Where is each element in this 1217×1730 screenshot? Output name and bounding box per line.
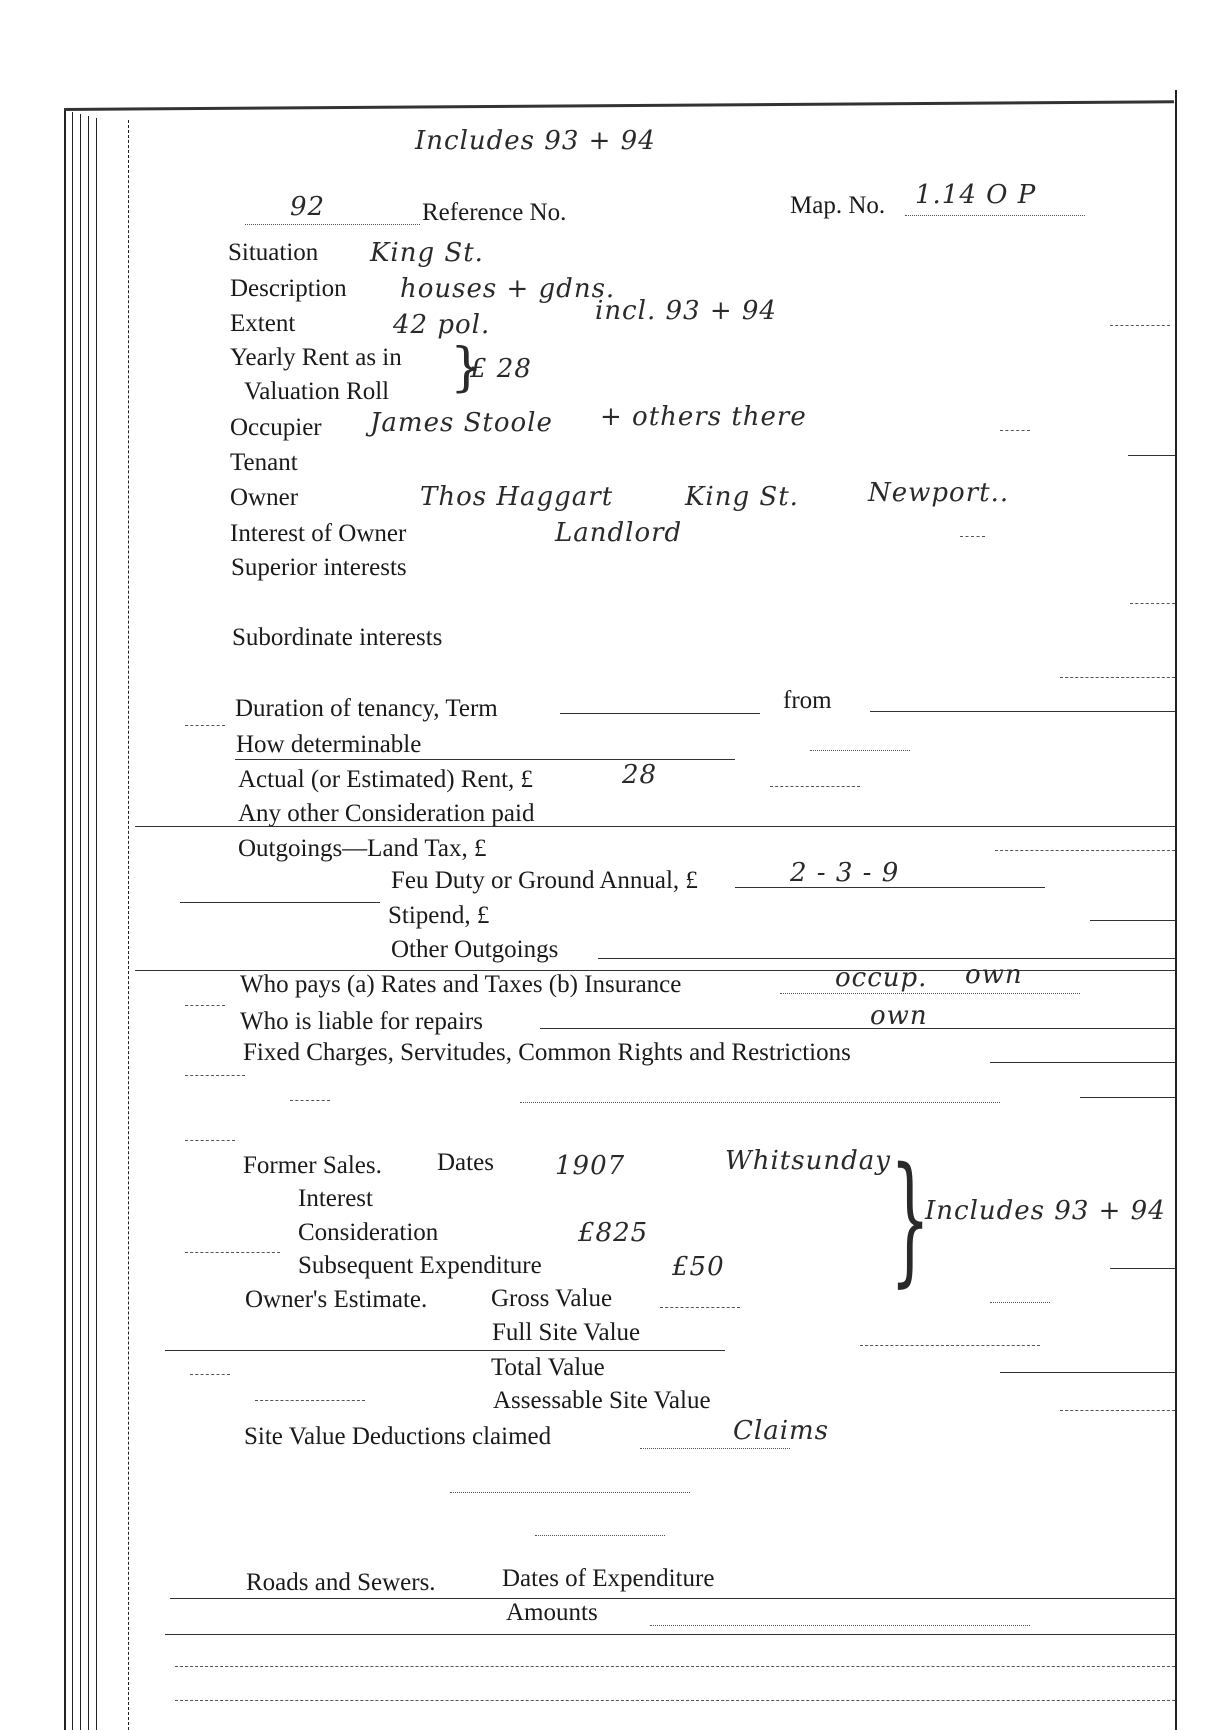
handwritten-ref-no: 92 — [290, 192, 326, 222]
occupier-right-line — [1000, 430, 1030, 431]
amounts-line — [650, 1625, 1030, 1626]
label-total-value: Total Value — [491, 1354, 605, 1381]
handwritten-insurance: own — [965, 960, 1023, 990]
handwritten-sale-date: 1907 — [555, 1151, 626, 1181]
handwritten-occupier-2: + others there — [600, 402, 807, 432]
handwritten-sale-term: Whitsunday — [725, 1146, 891, 1176]
label-from: from — [783, 687, 832, 714]
duration-line — [560, 713, 760, 714]
label-who-pays: Who pays (a) Rates and Taxes (b) Insurance — [240, 971, 682, 998]
label-other-outgoings: Other Outgoings — [391, 936, 559, 963]
handwritten-owner-3: Newport.. — [868, 478, 1010, 508]
handwritten-consideration: £825 — [578, 1218, 649, 1248]
deductions-line — [640, 1448, 790, 1449]
page-top-edge — [64, 100, 1174, 111]
consideration-full-line — [135, 826, 1175, 827]
map-no-line — [905, 215, 1085, 216]
handwritten-map-no: 1.14 O P — [915, 180, 1037, 210]
label-former-sales: Former Sales. — [243, 1152, 382, 1179]
label-occupier: Occupier — [230, 414, 322, 441]
label-yearly-rent-1: Yearly Rent as in — [230, 344, 402, 371]
how-determinable-line-2 — [235, 759, 735, 760]
label-full-site-value: Full Site Value — [492, 1319, 641, 1346]
assessable-left — [255, 1400, 365, 1401]
assessable-right — [1060, 1410, 1175, 1411]
label-owner: Owner — [230, 484, 299, 511]
total-value-right — [1000, 1372, 1175, 1373]
label-reference-no: Reference No. — [422, 199, 567, 226]
ref-no-line — [245, 224, 420, 225]
yearly-rent-brace: } — [450, 338, 484, 398]
binding-edge-6 — [128, 120, 129, 1730]
label-tenant: Tenant — [230, 449, 298, 476]
handwritten-deductions: Claims — [733, 1416, 830, 1446]
handwritten-situation: King St. — [370, 238, 484, 268]
handwritten-repairs: own — [870, 1001, 928, 1031]
subordinate-line — [1060, 677, 1175, 678]
label-assessable: Assessable Site Value — [493, 1387, 711, 1414]
label-feu-duty: Feu Duty or Ground Annual, £ — [391, 867, 698, 894]
full-site-value-right — [860, 1345, 1040, 1346]
superior-line — [1130, 603, 1175, 604]
deductions-dotted-2 — [450, 1492, 690, 1493]
label-extent: Extent — [230, 310, 296, 337]
full-site-value-line — [165, 1350, 725, 1351]
roads-line-2 — [165, 1634, 1175, 1635]
deductions-dotted-3 — [535, 1535, 665, 1536]
who-pays-line — [780, 993, 1080, 994]
page-right-edge — [1175, 90, 1177, 1730]
label-subordinate: Subordinate interests — [232, 624, 443, 651]
label-actual-rent: Actual (or Estimated) Rent, £ — [238, 766, 534, 793]
label-dates-expenditure: Dates of Expenditure — [502, 1565, 715, 1592]
extent-right-line — [1110, 325, 1170, 326]
label-map-no: Map. No. — [790, 192, 886, 219]
binding-edge-2 — [72, 112, 73, 1730]
binding-edge-3 — [80, 114, 81, 1730]
feu-duty-line — [735, 887, 1045, 888]
roads-full-line — [170, 1598, 1175, 1599]
label-who-liable: Who is liable for repairs — [240, 1008, 483, 1035]
gross-value-line — [660, 1307, 740, 1308]
label-interest-of-owner: Interest of Owner — [230, 520, 407, 547]
gross-value-right-line — [990, 1302, 1050, 1303]
label-outgoings: Outgoings—Land Tax, £ — [238, 835, 487, 862]
other-outgoings-line — [598, 958, 1175, 959]
fixed-charges-line — [990, 1062, 1175, 1063]
label-superior: Superior interests — [231, 554, 407, 581]
sale-brace: } — [890, 1138, 931, 1301]
label-duration: Duration of tenancy, Term — [235, 695, 498, 722]
outgoings-line — [995, 850, 1175, 851]
binding-edge-5 — [96, 118, 97, 1730]
handwritten-extent: 42 pol. — [393, 310, 491, 340]
label-consideration: Consideration — [298, 1219, 439, 1246]
roads-line-4 — [175, 1700, 1175, 1701]
handwritten-yearly-rent: £ 28 — [470, 354, 532, 384]
label-interest: Interest — [298, 1185, 373, 1212]
handwritten-actual-rent: 28 — [622, 760, 658, 790]
duration-left-line — [185, 725, 225, 726]
total-value-left — [190, 1374, 230, 1375]
subsequent-right-line — [1110, 1268, 1175, 1269]
who-liable-line — [540, 1028, 1175, 1029]
note-includes-top: Includes 93 + 94 — [415, 126, 656, 156]
fixed-charges-dotted-2 — [520, 1102, 1000, 1103]
actual-rent-line — [770, 786, 860, 787]
label-situation: Situation — [228, 239, 319, 266]
fixed-charges-left-line — [185, 1075, 245, 1076]
fixed-charges-left-line-2 — [185, 1140, 235, 1141]
stipend-line — [1090, 920, 1175, 921]
label-gross-value: Gross Value — [491, 1285, 613, 1312]
handwritten-rates: occup. — [835, 963, 928, 993]
how-determinable-line — [810, 750, 910, 751]
handwritten-owner-2: King St. — [685, 482, 799, 512]
handwritten-description: houses + gdns. — [400, 274, 616, 304]
handwritten-extent-note: incl. 93 + 94 — [595, 296, 777, 326]
tenant-right-line — [1128, 455, 1175, 456]
binding-edge — [64, 110, 66, 1730]
roads-line-3 — [175, 1666, 1175, 1667]
feu-duty-left-line — [180, 902, 380, 903]
who-pays-left-line — [185, 1005, 225, 1006]
handwritten-feu-duty: 2 - 3 - 9 — [790, 858, 900, 888]
label-site-value-deductions: Site Value Deductions claimed — [244, 1423, 552, 1450]
interest-right-line — [960, 536, 985, 537]
label-subsequent: Subsequent Expenditure — [298, 1252, 542, 1279]
label-other-consideration: Any other Consideration paid — [238, 800, 535, 827]
label-stipend: Stipend, £ — [388, 902, 490, 929]
handwritten-occupier: James Stoole — [370, 408, 553, 438]
label-how-determinable: How determinable — [236, 731, 422, 758]
fixed-charges-right-line-2 — [1080, 1097, 1175, 1098]
handwritten-sale-includes: Includes 93 + 94 — [925, 1196, 1166, 1226]
consideration-left-line — [185, 1252, 280, 1253]
fixed-charges-dotted-1 — [290, 1100, 330, 1101]
handwritten-subsequent: £50 — [672, 1252, 725, 1282]
label-yearly-rent-2: Valuation Roll — [244, 378, 390, 405]
label-roads-sewers: Roads and Sewers. — [246, 1569, 436, 1596]
label-owners-estimate: Owner's Estimate. — [245, 1286, 428, 1313]
label-amounts: Amounts — [506, 1599, 598, 1626]
handwritten-interest: Landlord — [555, 518, 683, 548]
label-description: Description — [230, 275, 347, 302]
handwritten-owner: Thos Haggart — [420, 482, 614, 512]
label-dates: Dates — [437, 1149, 494, 1176]
label-fixed-charges: Fixed Charges, Servitudes, Common Rights and Restrictions — [243, 1039, 851, 1066]
binding-edge-4 — [88, 116, 89, 1730]
from-line — [870, 711, 1175, 712]
